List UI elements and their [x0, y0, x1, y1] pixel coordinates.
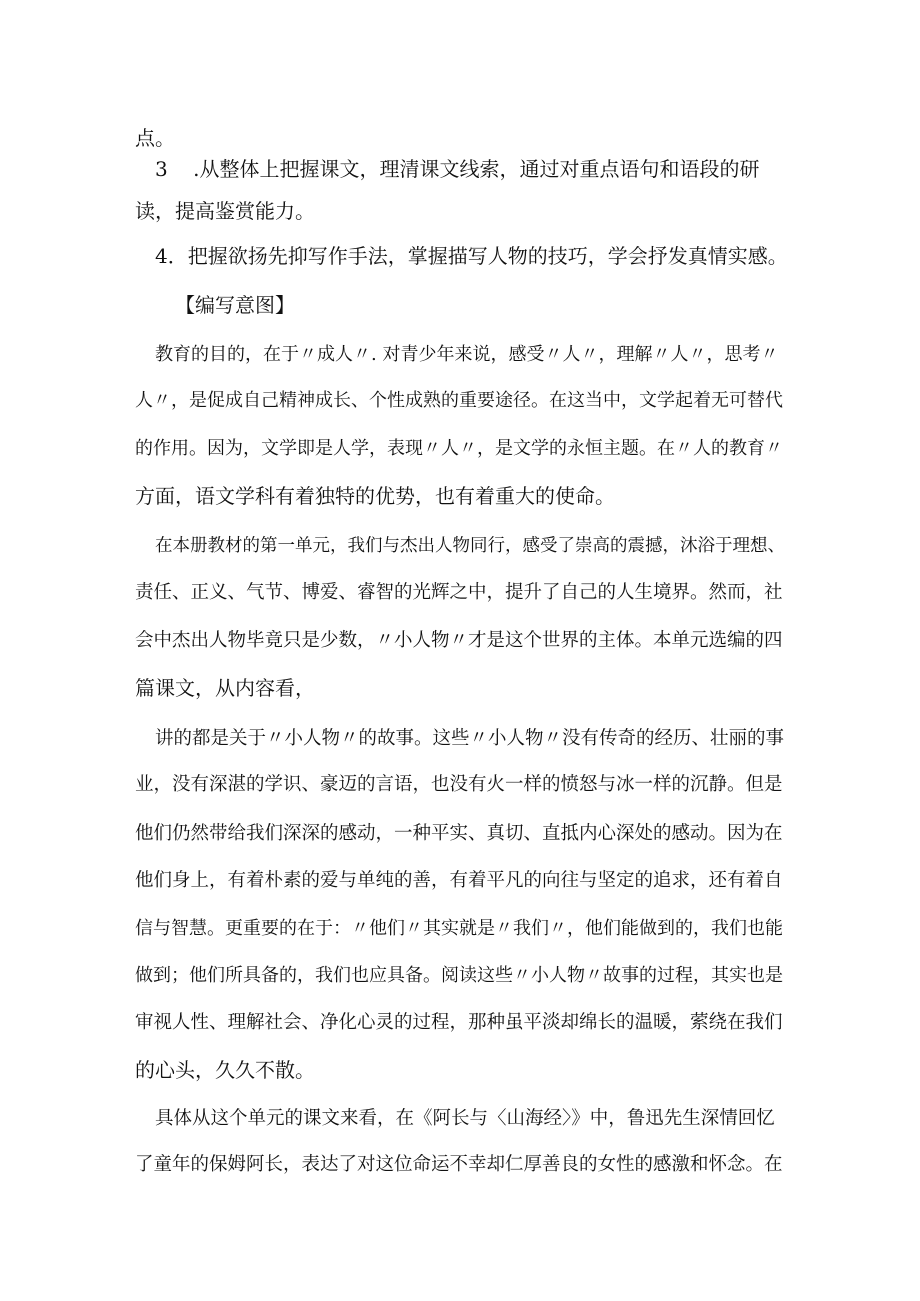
text-line: 3 .从整体上把握课文，理清课文线索，通过对重点语句和语段的研	[155, 157, 760, 181]
text-line: 了童年的保姆阿长，表达了对这位命运不幸却仁厚善良的女性的感激和怀念。在	[135, 1154, 783, 1175]
text-line: 4．把握欲扬先抑写作手法，掌握描写人物的技巧，学会抒发真情实感。	[155, 244, 788, 268]
text-line: 的心头，久久不散。	[135, 1058, 315, 1082]
text-line: 会中杰出人物毕竟只是少数，〃小人物〃才是这个世界的主体。本单元选编的四	[135, 630, 783, 651]
text-line: 责任、正义、气节、博爱、睿智的光辉之中，提升了自己的人生境界。然而，社	[135, 582, 783, 603]
text-line: 具体从这个单元的课文来看，在《阿长与〈山海经〉》中，鲁迅先生深情回忆	[155, 1108, 775, 1129]
text-line: 人〃，是促成自己精神成长、个性成熟的重要途径。在这当中，文学起着无可替代	[135, 390, 783, 411]
text-line: 教育的目的，在于〃成人〃. 对青少年来说，感受〃人〃，理解〃人〃，思考〃	[155, 344, 779, 365]
text-line: 他们仍然带给我们深深的感动，一种平实、真切、直抵内心深处的感动。因为在	[135, 823, 783, 844]
text-line: 读，提高鉴赏能力。	[135, 199, 315, 223]
text-line: 点。	[135, 126, 175, 150]
text-line: 他们身上，有着朴素的爱与单纯的善，有着平凡的向往与坚定的追求，还有着自	[135, 870, 783, 891]
text-line: 信与智慧。更重要的在于：〃他们〃其实就是〃我们〃，他们能做到的，我们也能	[135, 918, 783, 939]
text-line: 方面，语文学科有着独特的优势，也有着重大的使命。	[135, 484, 615, 508]
text-line: 业，没有深湛的学识、豪迈的言语，也没有火一样的愤怒与冰一样的沉静。但是	[135, 774, 783, 795]
text-line: 做到；他们所具备的，我们也应具备。阅读这些〃小人物〃故事的过程，其实也是	[135, 965, 783, 986]
text-line: 的作用。因为，文学即是人学，表现〃人〃，是文学的永恒主题。在〃人的教育〃	[135, 438, 783, 459]
text-line: 在本册教材的第一单元，我们与杰出人物同行，感受了崇高的震撼，沐浴于理想、	[155, 536, 785, 556]
text-line: 篇课文，从内容看，	[135, 676, 315, 700]
section-heading: 【编写意图】	[175, 293, 295, 317]
text-line: 讲的都是关于〃小人物〃的故事。这些〃小人物〃没有传奇的经历、壮丽的事	[155, 728, 785, 749]
text-line: 审视人性、理解社会、净化心灵的过程，那种虽平淡却绵长的温暖，萦绕在我们	[135, 1012, 783, 1033]
